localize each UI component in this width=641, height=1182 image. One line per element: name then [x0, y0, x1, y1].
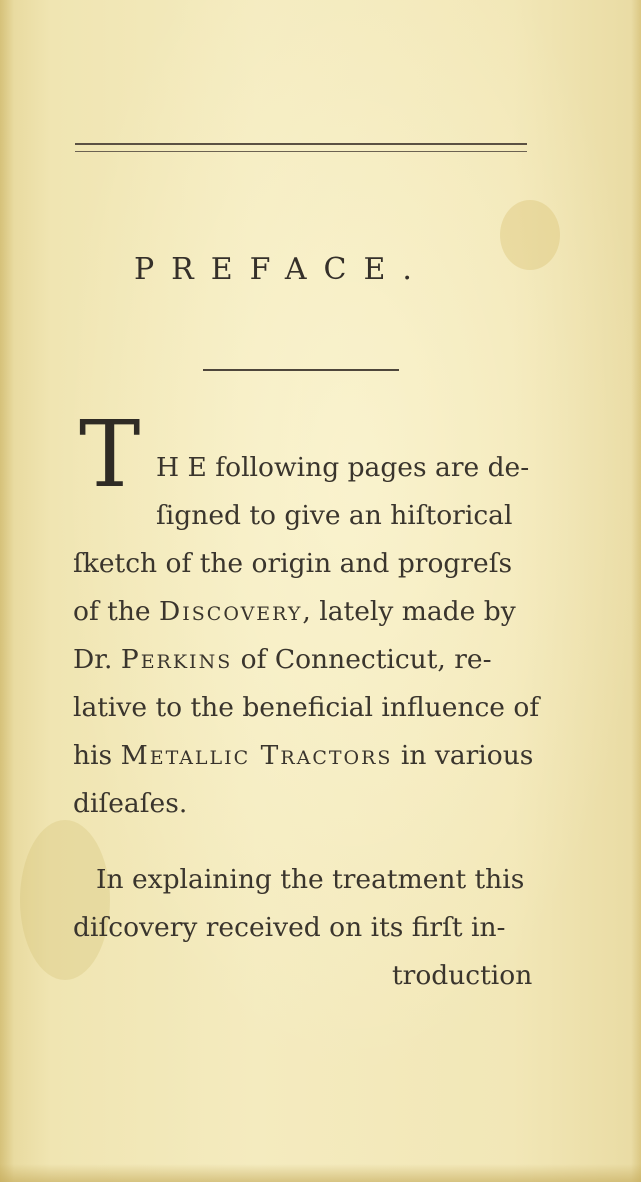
page-title: PREFACE. [134, 252, 429, 287]
text-span: of Connecticut, re- [232, 644, 492, 675]
text-span: of the [73, 596, 160, 627]
header-double-rule-thin [75, 151, 527, 152]
drop-cap: T [79, 401, 141, 508]
text-line [73, 596, 516, 627]
small-caps-name: Perkins [120, 644, 233, 675]
text-span: , lately made by [302, 596, 516, 627]
small-caps-term: Metallic Tractors [120, 740, 393, 771]
text-line: H E following pages are de- [156, 452, 530, 483]
small-caps-term: Discovery [159, 596, 303, 627]
paper-stain [500, 200, 560, 270]
catchword: troduction [392, 960, 533, 991]
text-line: lative to the beneficial influence of [73, 692, 540, 723]
header-double-rule [75, 143, 527, 145]
text-line: In explaining the treatment this [96, 864, 525, 895]
text-line: diſcovery received on its firſt in- [73, 912, 506, 943]
title-rule [203, 369, 399, 371]
page-edge-shadow-right [631, 0, 641, 1182]
text-line: diſeaſes. [73, 788, 188, 819]
text-span: Dr. [73, 644, 121, 675]
text-line: ſketch of the origin and progreſs [73, 548, 513, 579]
text-line: ſigned to give an hiſtorical [156, 500, 513, 531]
text-span: his [73, 740, 121, 771]
text-line [73, 740, 533, 771]
page-edge-shadow-bottom [0, 1164, 641, 1182]
page-edge-shadow-left [0, 0, 14, 1182]
text-line [73, 644, 492, 675]
text-span: in various [392, 740, 534, 771]
paper-stain [20, 820, 110, 980]
